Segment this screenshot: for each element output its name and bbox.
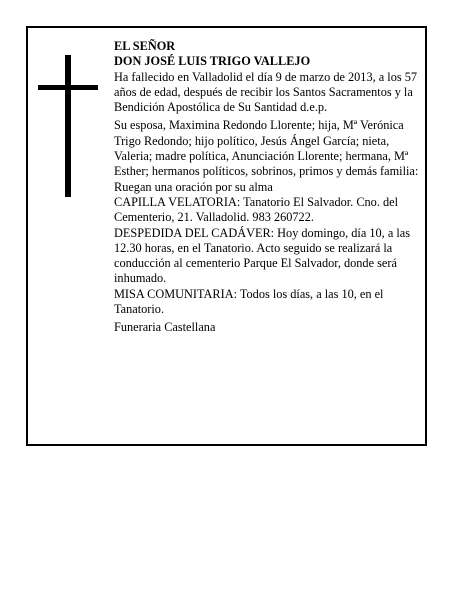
cross-icon bbox=[38, 55, 98, 197]
cross-vertical-bar bbox=[65, 55, 71, 197]
family-list: Su esposa, Maximina Redondo Llorente; hija, Mª Verónica Trigo Redondo; hijo político, Jesús Ángel García; nieta, Valeria; madre política, Anunciación Llorente; hermana, Mª Esther; hermanos políticos, sobrinos, primos y demás familia: bbox=[114, 118, 419, 179]
funeral-home: Funeraria Castellana bbox=[114, 320, 216, 335]
obituary-text bbox=[114, 39, 420, 336]
deceased-name: DON JOSÉ LUIS TRIGO VALLEJO bbox=[114, 54, 311, 69]
mass-info: MISA COMUNITARIA: Todos los días, a las 10, en el Tanatorio. bbox=[114, 286, 384, 317]
heading-title: EL SEÑOR bbox=[114, 39, 176, 53]
death-announcement: Ha fallecido en Valladolid el día 9 de marzo de 2013, a los 57 años de edad, después de recibir los Santos Sacramentos y la Bendición Apostólica de Su Santidad d.e.p. bbox=[114, 69, 418, 115]
farewell-info: DESPEDIDA DEL CADÁVER: Hoy domingo, día 10, a las 12.30 horas, en el Tanatorio. Acto seguido se realizará la conducción al cementerio Parque El Salvador, donde será inhumado. bbox=[114, 225, 411, 286]
funeral-chapel-info: CAPILLA VELATORIA: Tanatorio El Salvador. Cno. del Cementerio, 21. Valladolid. 983 260722. bbox=[114, 194, 398, 225]
cross-horizontal-bar bbox=[38, 85, 98, 90]
prayer-request: Ruegan una oración por su alma bbox=[114, 179, 273, 194]
